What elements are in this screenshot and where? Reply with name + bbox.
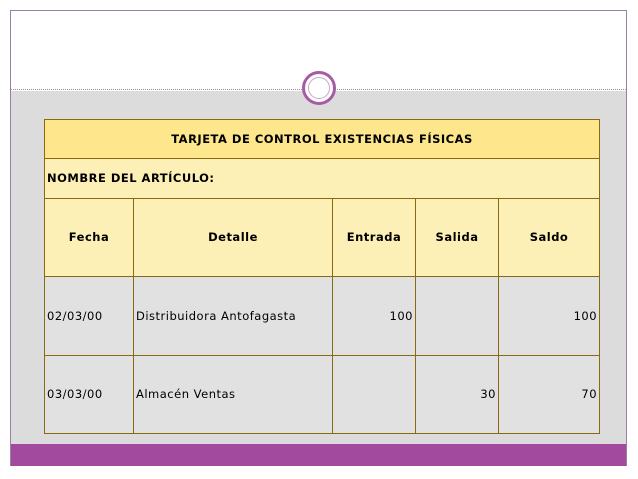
column-header-row — [45, 198, 600, 277]
cell-fecha: 03/03/00 — [45, 355, 134, 434]
cell-fecha: 02/03/00 — [45, 277, 134, 356]
article-name-row — [45, 159, 600, 198]
column-header-entrada: Entrada — [333, 198, 416, 277]
table-title-row — [45, 120, 600, 159]
table-row — [45, 277, 600, 356]
article-name-label: NOMBRE DEL ARTÍCULO: — [45, 159, 600, 198]
cell-detalle: Distribuidora Antofagasta — [134, 277, 333, 356]
column-header-saldo: Saldo — [499, 198, 600, 277]
cell-saldo: 100 — [499, 277, 600, 356]
table-row — [45, 355, 600, 434]
column-header-salida: Salida — [416, 198, 499, 277]
cell-salida — [416, 277, 499, 356]
cell-entrada — [333, 355, 416, 434]
control-card-table — [44, 119, 600, 434]
cell-salida: 30 — [416, 355, 499, 434]
footer-accent-bar — [11, 444, 626, 466]
cell-entrada: 100 — [333, 277, 416, 356]
cell-saldo: 70 — [499, 355, 600, 434]
cell-detalle: Almacén Ventas — [134, 355, 333, 434]
circle-ornament-icon — [302, 71, 336, 105]
table-title: TARJETA DE CONTROL EXISTENCIAS FÍSICAS — [45, 120, 600, 159]
column-header-fecha: Fecha — [45, 198, 134, 277]
column-header-detalle: Detalle — [134, 198, 333, 277]
